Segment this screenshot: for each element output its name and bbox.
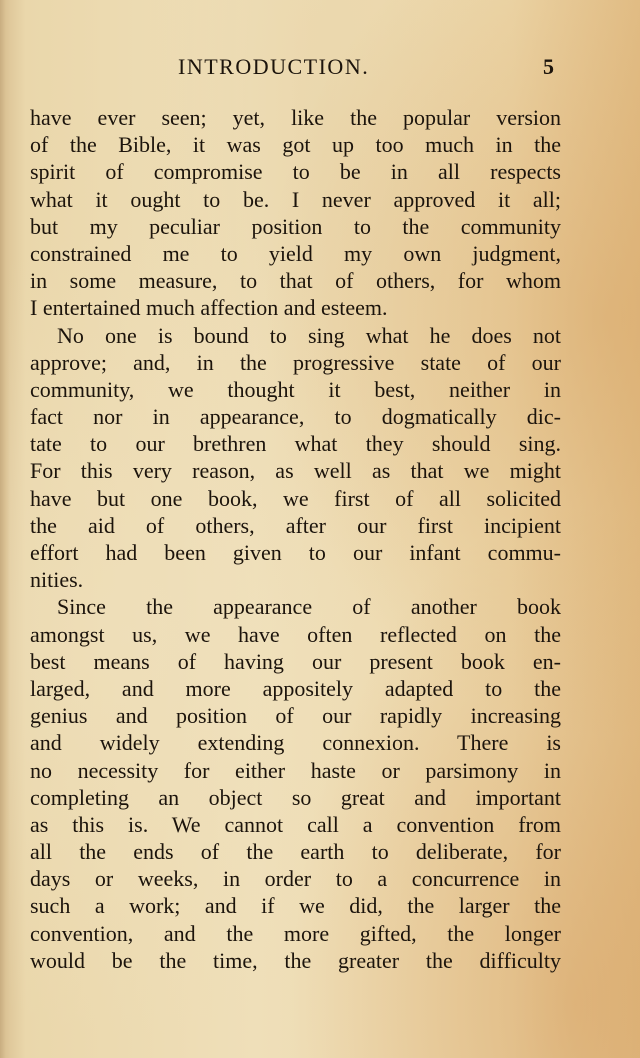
text-line: tate to our brethren what they should sing.	[30, 431, 561, 457]
text-line: convention, and the more gifted, the longer	[30, 920, 561, 946]
text-line: what it ought to be. I never approved it all;	[30, 186, 561, 212]
text-line: as this is. We cannot call a convention from	[30, 811, 561, 837]
text-line: and widely extending connexion. There is	[30, 730, 561, 756]
text-line: fact nor in appearance, to dogmatically dic-	[30, 404, 561, 430]
running-head	[0, 54, 640, 84]
body-text	[30, 104, 561, 974]
text-line: approve; and, in the progressive state of our	[30, 349, 561, 375]
text-line: nities.	[30, 567, 84, 593]
text-line: completing an object so great and important	[30, 784, 561, 810]
running-title: INTRODUCTION.	[178, 54, 370, 79]
text-line: all the ends of the earth to deliberate, for	[30, 839, 561, 865]
text-line: the aid of others, after our first incipient	[30, 512, 561, 538]
text-line: genius and position of our rapidly increasing	[30, 703, 561, 729]
text-line: community, we thought it best, neither in	[30, 376, 561, 402]
text-line: no necessity for either haste or parsimony in	[30, 757, 561, 783]
text-line: best means of having our present book en-	[30, 648, 561, 674]
text-line: have ever seen; yet, like the popular version	[30, 105, 561, 130]
text-line: amongst us, we have often reflected on the	[30, 621, 561, 647]
text-line: larged, and more appositely adapted to the	[30, 675, 561, 701]
page-gutter-edge	[0, 0, 10, 1058]
text-line: No one is bound to sing what he does not	[57, 322, 561, 348]
text-line: in some measure, to that of others, for whom	[30, 268, 561, 294]
text-line: of the Bible, it was got up too much in the	[30, 132, 561, 158]
text-line: constrained me to yield my own judgment,	[30, 240, 561, 266]
text-line: For this very reason, as well as that we might	[30, 458, 561, 484]
text-line: Since the appearance of another book	[57, 594, 561, 620]
text-line: would be the time, the greater the difficulty	[30, 947, 561, 973]
text-line: days or weeks, in order to a concurrence in	[30, 866, 561, 892]
text-line: spirit of compromise to be in all respects	[30, 159, 561, 185]
text-line: but my peculiar position to the community	[30, 213, 561, 239]
text-line: effort had been given to our infant commu-	[30, 540, 561, 565]
text-line: have but one book, we first of all solicited	[30, 485, 561, 511]
page-number: 5	[543, 54, 554, 79]
text-line: such a work; and if we did, the larger the	[30, 893, 561, 919]
text-line: I entertained much affection and esteem.	[30, 295, 388, 321]
